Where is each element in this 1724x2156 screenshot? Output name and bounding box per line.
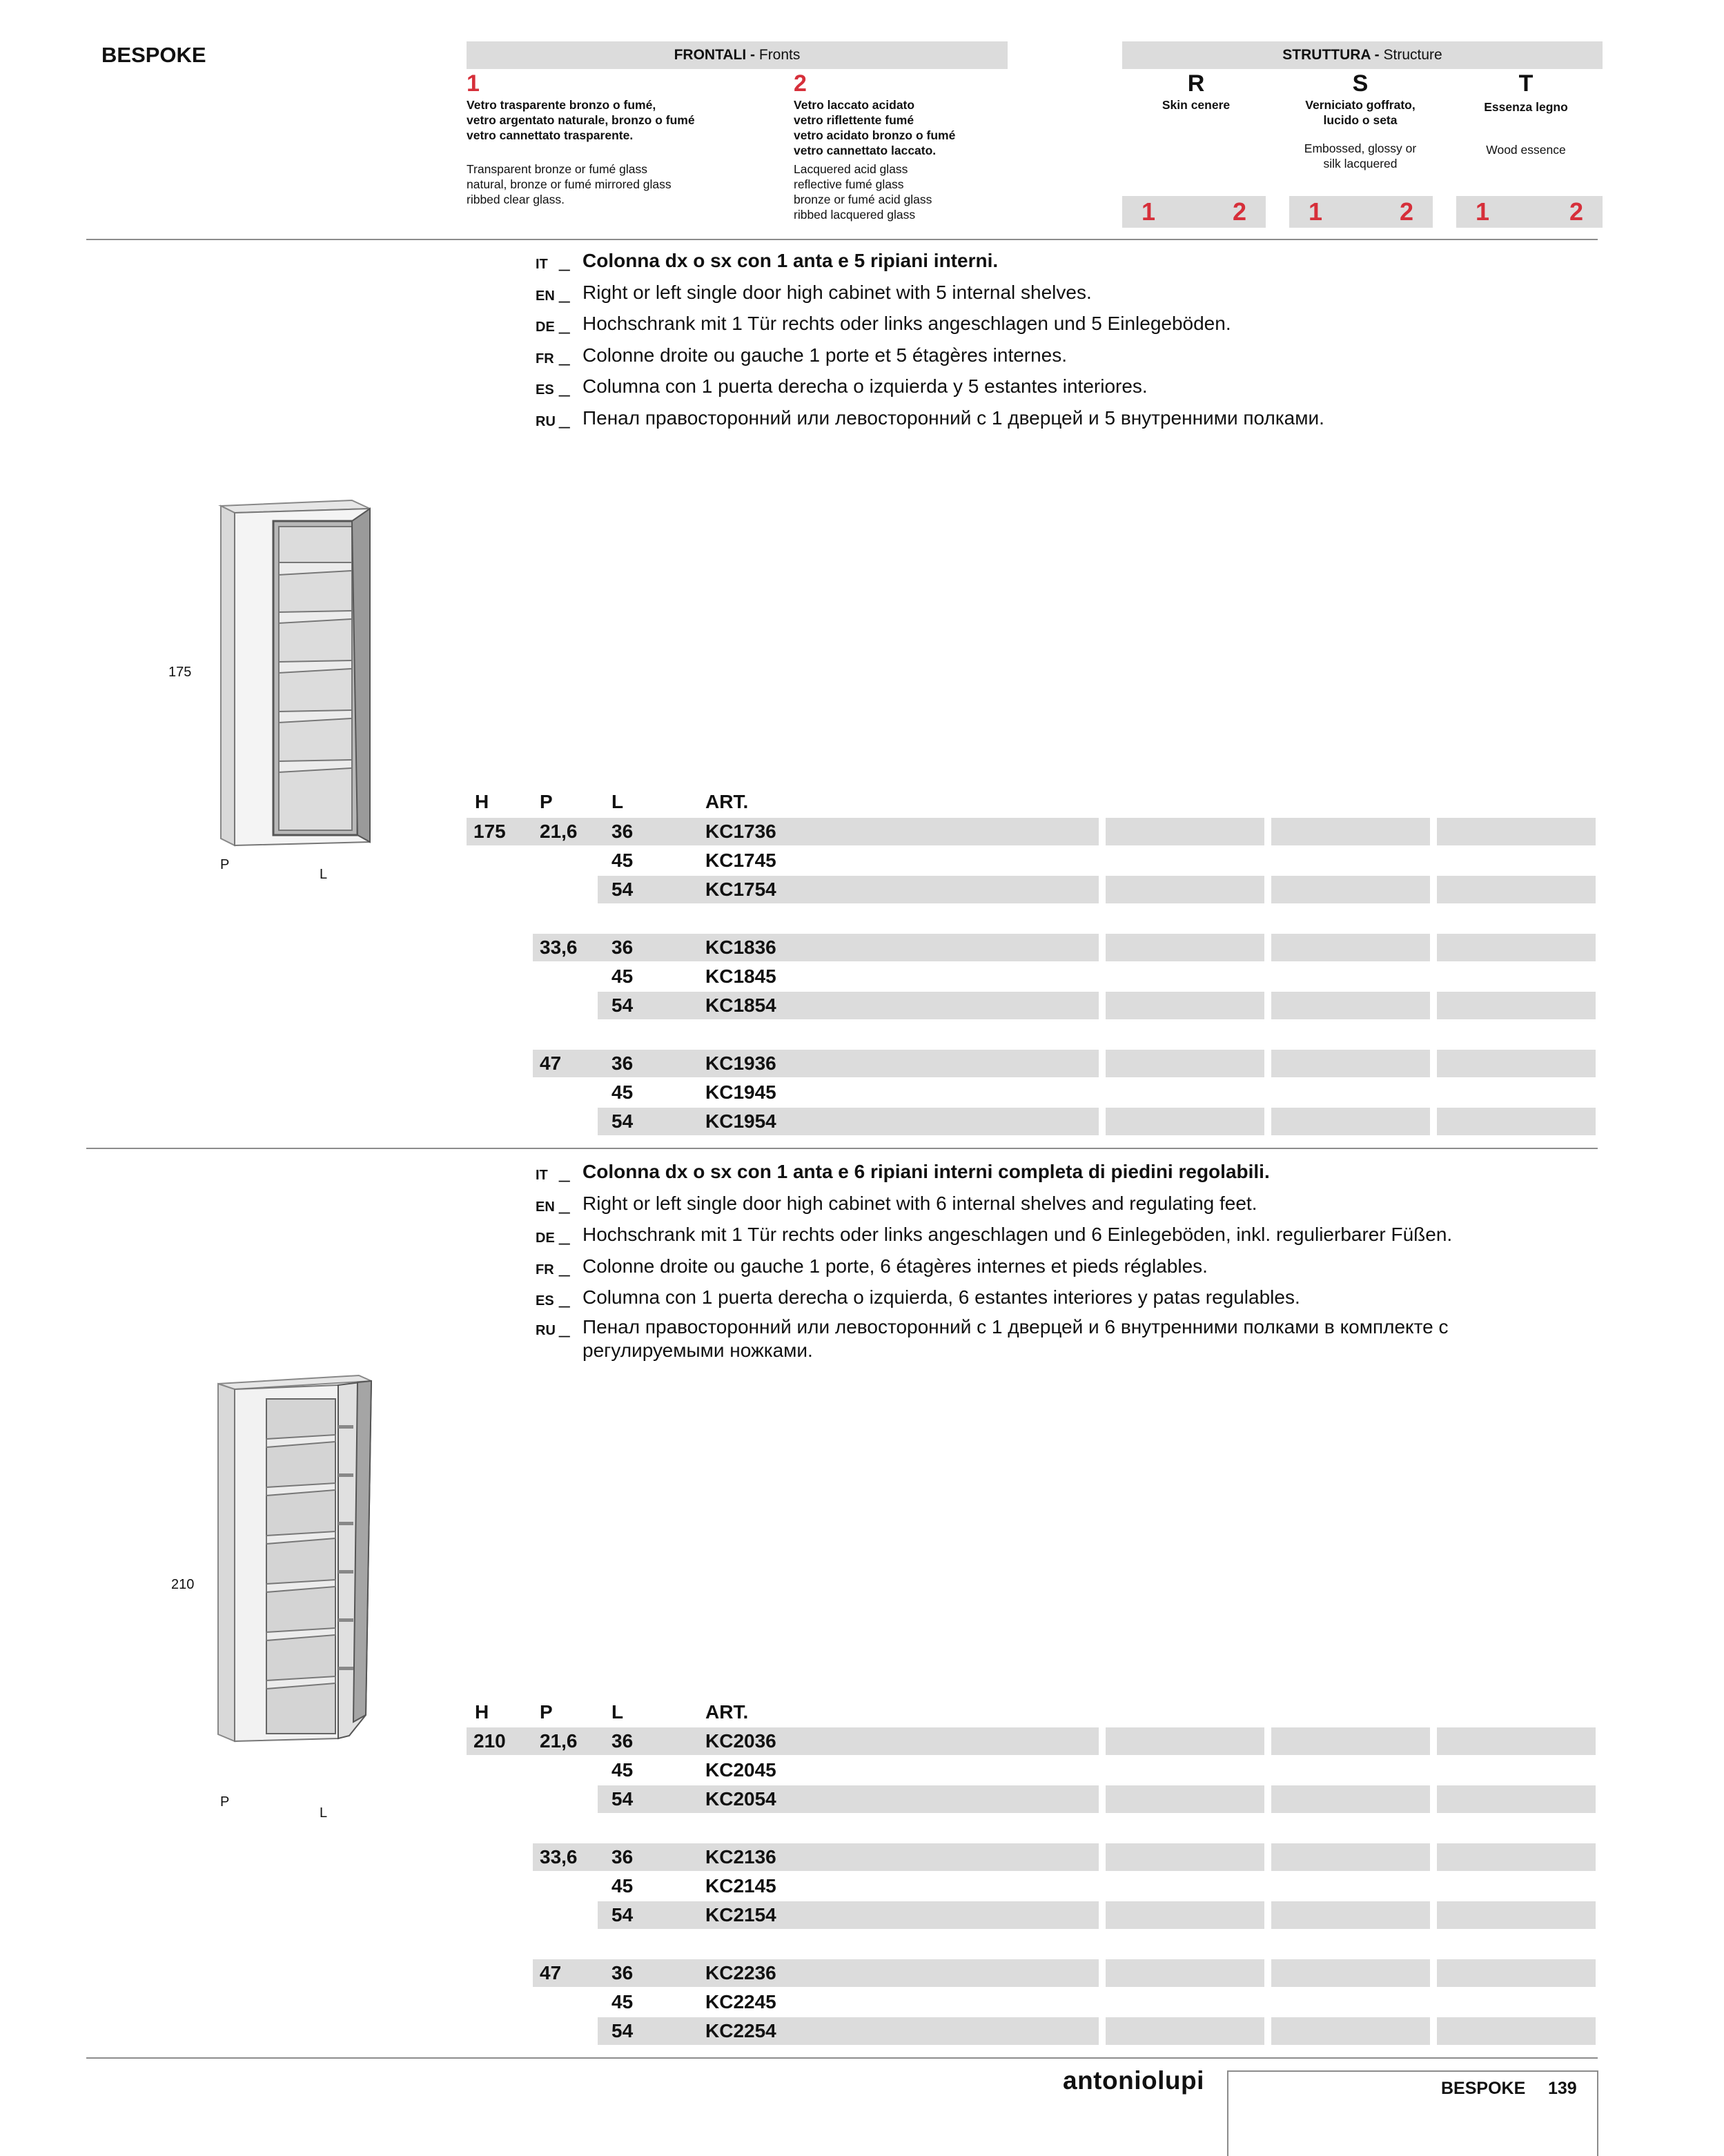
col-header-art: ART. bbox=[705, 791, 749, 812]
col-header-p: P bbox=[540, 1701, 553, 1723]
line: Vetro trasparente bronzo o fumé, bbox=[467, 98, 656, 112]
cell-l: 36 bbox=[611, 821, 634, 842]
structure-s-front-numbers bbox=[1289, 196, 1433, 228]
table-cell-s bbox=[1271, 992, 1430, 1019]
structure-option-s bbox=[1285, 70, 1436, 171]
table-cell-r bbox=[1106, 1843, 1264, 1871]
structure-letter: R bbox=[1187, 70, 1205, 97]
structure-desc-it: Skin cenere bbox=[1162, 98, 1231, 112]
cell-art: KC2136 bbox=[705, 1846, 776, 1868]
line: vetro cannettato trasparente. bbox=[467, 128, 634, 142]
structure-letter: S bbox=[1352, 70, 1369, 97]
cell-h: 175 bbox=[473, 821, 506, 842]
dash: _ bbox=[559, 406, 570, 429]
cell-l: 36 bbox=[611, 937, 634, 958]
table-cell-t bbox=[1437, 1959, 1596, 1987]
structure-desc-en bbox=[1285, 141, 1436, 171]
cell-art: KC1936 bbox=[705, 1052, 776, 1074]
cell-art: KC1845 bbox=[705, 966, 776, 987]
cell-art: KC1754 bbox=[705, 879, 776, 900]
page-title: BESPOKE bbox=[101, 43, 206, 67]
structure-label-en: Structure bbox=[1379, 47, 1442, 63]
desc-row-es bbox=[536, 1284, 1571, 1315]
product-description-2 bbox=[536, 1158, 1571, 1362]
table-cell-t bbox=[1437, 1050, 1596, 1077]
lang-code: RU bbox=[536, 1322, 556, 1338]
table-row-band bbox=[598, 2017, 1099, 2045]
table-cell-r bbox=[1106, 1727, 1264, 1755]
line: lucido o seta bbox=[1323, 113, 1398, 127]
cell-art: KC1745 bbox=[705, 850, 776, 871]
cell-l: 45 bbox=[611, 850, 634, 871]
desc-text: Columna con 1 puerta derecha o izquierda y 5 estantes interiores. bbox=[582, 375, 1148, 397]
col-header-h: H bbox=[475, 1701, 489, 1723]
desc-row-it bbox=[536, 1158, 1571, 1190]
dash: _ bbox=[559, 281, 570, 303]
table-row-band bbox=[598, 1785, 1099, 1813]
structure-header-bar bbox=[1122, 41, 1603, 69]
dash: _ bbox=[559, 313, 570, 334]
fronts-label-it: FRONTALI - bbox=[674, 47, 756, 63]
front-number: 2 bbox=[794, 70, 807, 97]
table-cell-r bbox=[1106, 934, 1264, 961]
cell-l: 36 bbox=[611, 1730, 634, 1752]
cell-l: 54 bbox=[611, 1788, 634, 1810]
desc-row-fr bbox=[536, 342, 1571, 373]
cell-l: 45 bbox=[611, 1875, 634, 1897]
depth-label: P bbox=[220, 857, 230, 872]
cell-l: 45 bbox=[611, 1991, 634, 2012]
desc-row-it bbox=[536, 247, 1571, 279]
table-cell-t bbox=[1437, 1108, 1596, 1135]
table-cell-r bbox=[1106, 1901, 1264, 1929]
table-cell-t bbox=[1437, 1843, 1596, 1871]
table-cell-s bbox=[1271, 934, 1430, 961]
table-cell-t bbox=[1437, 992, 1596, 1019]
lang-code: RU bbox=[536, 413, 556, 429]
desc-row-ru bbox=[536, 404, 1571, 436]
desc-row-de bbox=[536, 1221, 1571, 1253]
table-cell-t bbox=[1437, 1785, 1596, 1813]
table-cell-s bbox=[1271, 2017, 1430, 2045]
lang-code: FR bbox=[536, 1262, 554, 1277]
lang-code: DE bbox=[536, 320, 555, 335]
table-cell-s bbox=[1271, 1050, 1430, 1077]
cell-l: 54 bbox=[611, 2020, 634, 2041]
desc-text: Hochschrank mit 1 Tür rechts oder links angeschlagen und 6 Einlegeböden, inkl. regulierbarer Füßen. bbox=[582, 1224, 1453, 1245]
col-header-h: H bbox=[475, 791, 489, 812]
line: Verniciato goffrato, bbox=[1305, 98, 1416, 112]
divider bbox=[86, 239, 1598, 240]
desc-text: Columna con 1 puerta derecha o izquierda, 6 estantes interiores y patas regulables. bbox=[582, 1286, 1300, 1308]
table-cell-s bbox=[1271, 1901, 1430, 1929]
table-cell-t bbox=[1437, 1727, 1596, 1755]
cabinet-6-shelves-illustration bbox=[207, 1370, 380, 1746]
cell-art: KC2054 bbox=[705, 1788, 776, 1810]
table-cell-s bbox=[1271, 876, 1430, 903]
cell-art: KC2036 bbox=[705, 1730, 776, 1752]
cell-art: KC2236 bbox=[705, 1962, 776, 1983]
footer-box bbox=[1227, 2070, 1598, 2156]
cell-l: 36 bbox=[611, 1962, 634, 1983]
structure-t-front-numbers bbox=[1456, 196, 1603, 228]
table-row-band bbox=[598, 876, 1099, 903]
cell-art: KC1836 bbox=[705, 937, 776, 958]
front-number-2: 2 bbox=[1569, 197, 1583, 226]
cell-art: KC2145 bbox=[705, 1875, 776, 1897]
desc-row-fr bbox=[536, 1253, 1571, 1284]
table-cell-t bbox=[1437, 934, 1596, 961]
front-desc-it bbox=[467, 97, 770, 143]
dash: _ bbox=[559, 1255, 570, 1277]
desc-text: Пенал правосторонний или левосторонний с 1 дверцей и 5 внутренними полками. bbox=[582, 406, 1324, 429]
front-number: 1 bbox=[467, 70, 480, 97]
line: Vetro laccato acidato bbox=[794, 98, 915, 112]
brand-logo: antoniolupi bbox=[1063, 2066, 1204, 2095]
cell-art: KC2254 bbox=[705, 2020, 776, 2041]
structure-r-front-numbers bbox=[1122, 196, 1266, 228]
desc-row-en bbox=[536, 279, 1571, 311]
cell-art: KC2154 bbox=[705, 1904, 776, 1925]
table-cell-t bbox=[1437, 1901, 1596, 1929]
line: natural, bronze or fumé mirrored glass bbox=[467, 177, 672, 191]
col-header-l: L bbox=[611, 791, 624, 812]
table-cell-s bbox=[1271, 1843, 1430, 1871]
divider bbox=[86, 2057, 1598, 2059]
desc-text: Colonne droite ou gauche 1 porte et 5 étagères internes. bbox=[582, 344, 1068, 366]
table-cell-r bbox=[1106, 1108, 1264, 1135]
line: vetro riflettente fumé bbox=[794, 113, 914, 127]
cell-h: 210 bbox=[473, 1730, 506, 1752]
front-desc-en bbox=[467, 161, 770, 207]
table-cell-s bbox=[1271, 818, 1430, 845]
height-label: 210 bbox=[171, 1577, 195, 1592]
front-number-1: 1 bbox=[1476, 197, 1490, 226]
desc-text: Hochschrank mit 1 Tür rechts oder links angeschlagen und 5 Einlegeböden. bbox=[582, 313, 1231, 334]
width-label: L bbox=[320, 1805, 328, 1821]
line: silk lacquered bbox=[1323, 157, 1398, 170]
fronts-header-bar bbox=[467, 41, 1008, 69]
structure-label-it: STRUTTURA - bbox=[1282, 47, 1380, 63]
dash: _ bbox=[559, 344, 570, 366]
structure-desc-en: Wood essence bbox=[1486, 143, 1566, 157]
cell-l: 36 bbox=[611, 1846, 634, 1868]
front-option-1 bbox=[467, 70, 770, 207]
cell-art: KC1954 bbox=[705, 1110, 776, 1132]
depth-label: P bbox=[220, 1794, 230, 1810]
table-row-band bbox=[598, 1901, 1099, 1929]
cabinet-5-shelves-illustration bbox=[207, 493, 380, 852]
desc-row-de bbox=[536, 310, 1571, 342]
table-cell-r bbox=[1106, 992, 1264, 1019]
cell-l: 45 bbox=[611, 1759, 634, 1781]
line: Lacquered acid glass bbox=[794, 162, 908, 176]
table-cell-r bbox=[1106, 1959, 1264, 1987]
dash: _ bbox=[559, 1224, 570, 1245]
table-cell-s bbox=[1271, 1108, 1430, 1135]
structure-desc-it bbox=[1285, 97, 1436, 128]
desc-text: Right or left single door high cabinet with 5 internal shelves. bbox=[582, 281, 1092, 303]
lang-code: DE bbox=[536, 1231, 555, 1246]
desc-text: Colonna dx o sx con 1 anta e 5 ripiani interni. bbox=[582, 250, 999, 271]
line: Embossed, glossy or bbox=[1304, 141, 1417, 155]
lang-code: EN bbox=[536, 288, 555, 304]
structure-option-r bbox=[1124, 70, 1268, 112]
table-cell-r bbox=[1106, 2017, 1264, 2045]
dash: _ bbox=[559, 1286, 570, 1308]
table-cell-s bbox=[1271, 1785, 1430, 1813]
fronts-label-en: Fronts bbox=[755, 47, 801, 63]
table-cell-s bbox=[1271, 1727, 1430, 1755]
table-cell-t bbox=[1437, 876, 1596, 903]
lang-code: IT bbox=[536, 1168, 548, 1183]
line: reflective fumé glass bbox=[794, 177, 904, 191]
line: vetro acidato bronzo o fumé bbox=[794, 128, 956, 142]
front-number-1: 1 bbox=[1142, 197, 1156, 226]
cell-art: KC1736 bbox=[705, 821, 776, 842]
desc-text: Colonne droite ou gauche 1 porte, 6 étagères internes et pieds réglables. bbox=[582, 1255, 1208, 1277]
cell-p: 33,6 bbox=[540, 937, 578, 958]
cell-p: 21,6 bbox=[540, 821, 578, 842]
line: vetro argentato naturale, bronzo o fumé bbox=[467, 113, 695, 127]
dash: _ bbox=[559, 1161, 570, 1182]
front-desc-it bbox=[794, 97, 1001, 158]
front-number-2: 2 bbox=[1232, 197, 1246, 226]
col-header-p: P bbox=[540, 791, 553, 812]
col-header-art: ART. bbox=[705, 1701, 749, 1723]
divider bbox=[86, 1148, 1598, 1149]
lang-code: ES bbox=[536, 1293, 554, 1309]
desc-row-en bbox=[536, 1190, 1571, 1222]
table-row-band bbox=[598, 1108, 1099, 1135]
cell-l: 54 bbox=[611, 1110, 634, 1132]
cell-l: 45 bbox=[611, 1081, 634, 1103]
cell-l: 45 bbox=[611, 966, 634, 987]
front-number-2: 2 bbox=[1399, 197, 1413, 226]
table-cell-r bbox=[1106, 876, 1264, 903]
cell-l: 54 bbox=[611, 1904, 634, 1925]
col-header-l: L bbox=[611, 1701, 624, 1723]
dash: _ bbox=[559, 1315, 570, 1337]
structure-letter: T bbox=[1518, 70, 1534, 97]
table-cell-t bbox=[1437, 2017, 1596, 2045]
table-cell-r bbox=[1106, 1050, 1264, 1077]
table-cell-s bbox=[1271, 1959, 1430, 1987]
desc-row-ru bbox=[536, 1315, 1571, 1362]
line: ribbed lacquered glass bbox=[794, 208, 916, 222]
desc-text: Пенал правосторонний или левосторонний с 1 дверцей и 6 внутренними полками в комплекте с регулируемыми ножками. bbox=[582, 1315, 1449, 1361]
cell-l: 54 bbox=[611, 994, 634, 1016]
table-cell-r bbox=[1106, 1785, 1264, 1813]
cell-l: 36 bbox=[611, 1052, 634, 1074]
cell-p: 47 bbox=[540, 1052, 562, 1074]
front-option-2 bbox=[794, 70, 1001, 222]
line: ribbed clear glass. bbox=[467, 193, 565, 206]
height-label: 175 bbox=[168, 665, 192, 680]
dash: _ bbox=[559, 1192, 570, 1214]
table-cell-t bbox=[1437, 818, 1596, 845]
lang-code: IT bbox=[536, 257, 548, 272]
cell-p: 33,6 bbox=[540, 1846, 578, 1868]
cell-art: KC2245 bbox=[705, 1991, 776, 2012]
cell-art: KC2045 bbox=[705, 1759, 776, 1781]
front-desc-en bbox=[794, 161, 1001, 222]
cell-art: KC1854 bbox=[705, 994, 776, 1016]
desc-text: Colonna dx o sx con 1 anta e 6 ripiani interni completa di piedini regolabili. bbox=[582, 1161, 1270, 1182]
page-number: 139 bbox=[1548, 2079, 1577, 2098]
dash: _ bbox=[559, 250, 570, 271]
line: vetro cannettato laccato. bbox=[794, 144, 937, 157]
structure-desc-it: Essenza legno bbox=[1484, 100, 1568, 114]
cell-p: 47 bbox=[540, 1962, 562, 1983]
dash: _ bbox=[559, 375, 570, 397]
lang-code: FR bbox=[536, 351, 554, 366]
cell-l: 54 bbox=[611, 879, 634, 900]
desc-text: Right or left single door high cabinet with 6 internal shelves and regulating feet. bbox=[582, 1192, 1257, 1214]
structure-option-t bbox=[1453, 70, 1598, 157]
front-number-1: 1 bbox=[1309, 197, 1323, 226]
cell-p: 21,6 bbox=[540, 1730, 578, 1752]
desc-row-es bbox=[536, 373, 1571, 404]
product-description-1 bbox=[536, 247, 1571, 435]
table-row-band bbox=[598, 992, 1099, 1019]
width-label: L bbox=[320, 867, 328, 882]
table-cell-r bbox=[1106, 818, 1264, 845]
line: bronze or fumé acid glass bbox=[794, 193, 932, 206]
cell-art: KC1945 bbox=[705, 1081, 776, 1103]
line: Transparent bronze or fumé glass bbox=[467, 162, 647, 176]
lang-code: EN bbox=[536, 1199, 555, 1215]
lang-code: ES bbox=[536, 382, 554, 398]
footer-section: BESPOKE bbox=[1441, 2079, 1526, 2098]
